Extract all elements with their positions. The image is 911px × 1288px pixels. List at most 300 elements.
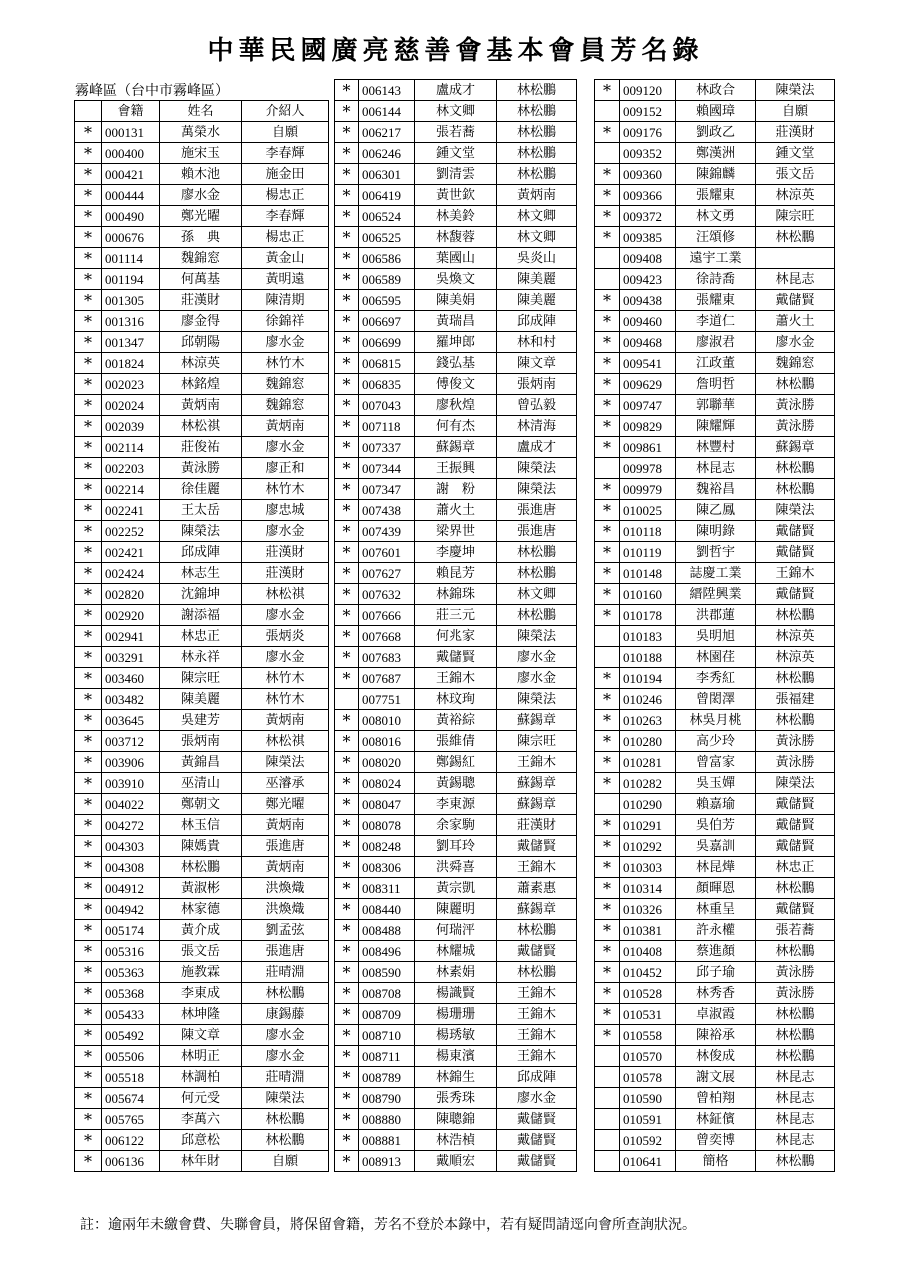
member-code: 010558: [620, 1025, 676, 1046]
member-code: 004272: [102, 815, 160, 836]
referrer-name: 林涼英: [756, 626, 835, 647]
member-name: 陳宗旺: [160, 668, 242, 689]
status-star: *: [75, 143, 102, 164]
table-row: [75, 731, 329, 752]
member-code: 002023: [102, 374, 160, 395]
member-name: 吳玉嬋: [676, 773, 756, 794]
status-star: *: [75, 1025, 102, 1046]
referrer-name: 戴儲賢: [756, 899, 835, 920]
referrer-name: 王錦木: [497, 1004, 577, 1025]
status-star: *: [335, 1025, 359, 1046]
status-star: *: [75, 983, 102, 1004]
referrer-name: 林文卿: [497, 206, 577, 227]
status-star: *: [335, 584, 359, 605]
table-row: [75, 395, 329, 416]
member-code: 009176: [620, 122, 676, 143]
member-code: 008708: [359, 983, 415, 1004]
table-row: [595, 521, 835, 542]
status-star: *: [335, 500, 359, 521]
member-code: 010303: [620, 857, 676, 878]
member-code: 002424: [102, 563, 160, 584]
table-row: [75, 332, 329, 353]
member-table-middle: [334, 79, 577, 1172]
table-row: [595, 626, 835, 647]
member-code: 005174: [102, 920, 160, 941]
table-row: [335, 584, 577, 605]
member-name: 蘇錫章: [415, 437, 497, 458]
member-name: 何有杰: [415, 416, 497, 437]
member-code: 006699: [359, 332, 415, 353]
member-name: 魏裕昌: [676, 479, 756, 500]
member-name: 梁界世: [415, 521, 497, 542]
status-star: *: [75, 668, 102, 689]
status-star: *: [595, 479, 620, 500]
status-star: *: [335, 416, 359, 437]
member-code: 000400: [102, 143, 160, 164]
status-star: *: [595, 731, 620, 752]
referrer-name: 林松鵬: [756, 668, 835, 689]
member-name: 林政合: [676, 80, 756, 101]
member-code: 010160: [620, 584, 676, 605]
table-row: [595, 311, 835, 332]
table-row: [335, 941, 577, 962]
member-name: 林錦珠: [415, 584, 497, 605]
table-row: [595, 458, 835, 479]
member-name: 陳麗明: [415, 899, 497, 920]
status-star: *: [75, 374, 102, 395]
member-code: 009861: [620, 437, 676, 458]
status-star: *: [335, 899, 359, 920]
member-code: 008709: [359, 1004, 415, 1025]
member-name: 劉哲宇: [676, 542, 756, 563]
member-table-right: [594, 79, 835, 1172]
member-name: 陳媽貴: [160, 836, 242, 857]
table-row: [335, 395, 577, 416]
table-row: [595, 1067, 835, 1088]
referrer-name: 廖水金: [242, 1025, 329, 1046]
status-star: *: [595, 899, 620, 920]
table-row: [595, 710, 835, 731]
status-star: *: [335, 962, 359, 983]
table-row: [75, 122, 329, 143]
table-row: [75, 689, 329, 710]
referrer-name: 林松鵬: [497, 143, 577, 164]
table-row: [75, 374, 329, 395]
table-row: [335, 122, 577, 143]
member-code: 001194: [102, 269, 160, 290]
table-row: [75, 1025, 329, 1046]
member-code: 000421: [102, 164, 160, 185]
member-code: 008016: [359, 731, 415, 752]
member-code: 009978: [620, 458, 676, 479]
member-name: 黃錫聰: [415, 773, 497, 794]
referrer-name: 林松鵬: [497, 605, 577, 626]
member-name: 張秀珠: [415, 1088, 497, 1109]
status-star: *: [335, 164, 359, 185]
status-star: *: [75, 899, 102, 920]
member-name: 何萬基: [160, 269, 242, 290]
member-name: 江政董: [676, 353, 756, 374]
referrer-name: 廖水金: [242, 1046, 329, 1067]
referrer-name: 莊晴淵: [242, 1067, 329, 1088]
referrer-name: 蘇錫章: [497, 794, 577, 815]
referrer-name: 施金田: [242, 164, 329, 185]
member-name: 曾閎澤: [676, 689, 756, 710]
table-row: [335, 689, 577, 710]
table-row: [595, 479, 835, 500]
table-row: [595, 773, 835, 794]
member-code: 008024: [359, 773, 415, 794]
member-code: 009423: [620, 269, 676, 290]
status-star: *: [595, 185, 620, 206]
member-code: 010118: [620, 521, 676, 542]
table-row: [595, 248, 835, 269]
status-star: *: [75, 416, 102, 437]
member-name: 陳榮法: [160, 521, 242, 542]
member-code: 006835: [359, 374, 415, 395]
status-star: *: [595, 500, 620, 521]
member-name: 陳明錄: [676, 521, 756, 542]
member-name: 王振興: [415, 458, 497, 479]
referrer-name: 王錦木: [497, 1046, 577, 1067]
referrer-name: 林昆志: [756, 1109, 835, 1130]
referrer-name: 戴儲賢: [756, 542, 835, 563]
table-row: [595, 878, 835, 899]
table-row: [595, 899, 835, 920]
table-row: [335, 269, 577, 290]
status-star: *: [75, 542, 102, 563]
table-row: [595, 1109, 835, 1130]
status-star: *: [75, 794, 102, 815]
status-star: *: [595, 374, 620, 395]
status-star: *: [595, 164, 620, 185]
member-name: 林浩楨: [415, 1130, 497, 1151]
table-row: [75, 458, 329, 479]
member-code: 010314: [620, 878, 676, 899]
table-row: [75, 416, 329, 437]
member-code: 009120: [620, 80, 676, 101]
table-row: [335, 458, 577, 479]
table-row: [75, 752, 329, 773]
referrer-name: 邱成陣: [497, 311, 577, 332]
member-name: 陳錦麟: [676, 164, 756, 185]
member-code: 008248: [359, 836, 415, 857]
status-star: *: [595, 752, 620, 773]
status-star: *: [595, 668, 620, 689]
referrer-name: 莊漢財: [242, 542, 329, 563]
member-code: 004942: [102, 899, 160, 920]
table-row: [595, 920, 835, 941]
status-star: *: [75, 878, 102, 899]
member-code: 003291: [102, 647, 160, 668]
member-name: 鄭朝文: [160, 794, 242, 815]
status-star: *: [335, 773, 359, 794]
status-star: *: [75, 710, 102, 731]
status-star: *: [595, 332, 620, 353]
member-name: 施教霖: [160, 962, 242, 983]
member-name: 錢弘基: [415, 353, 497, 374]
referrer-name: 陳宗旺: [497, 731, 577, 752]
member-code: 000444: [102, 185, 160, 206]
member-name: 陳耀輝: [676, 416, 756, 437]
member-name: 黃炳南: [160, 395, 242, 416]
status-star: *: [335, 920, 359, 941]
member-name: 黃宗凱: [415, 878, 497, 899]
status-star: *: [75, 521, 102, 542]
referrer-name: 黃明遠: [242, 269, 329, 290]
member-code: 006697: [359, 311, 415, 332]
header-name: 姓名: [160, 101, 242, 122]
table-row: [335, 1067, 577, 1088]
member-code: 004308: [102, 857, 160, 878]
referrer-name: 黃泳勝: [756, 416, 835, 437]
referrer-name: 自願: [242, 122, 329, 143]
member-code: 007666: [359, 605, 415, 626]
member-code: 010591: [620, 1109, 676, 1130]
status-star: *: [335, 437, 359, 458]
table-row: [595, 332, 835, 353]
member-name: 何元受: [160, 1088, 242, 1109]
referrer-name: 蕭素惠: [497, 878, 577, 899]
member-name: 曾奕博: [676, 1130, 756, 1151]
referrer-name: 林松鵬: [242, 1130, 329, 1151]
status-star: *: [75, 164, 102, 185]
table-row: [335, 647, 577, 668]
table-row: [75, 227, 329, 248]
member-name: 謝 粉: [415, 479, 497, 500]
referrer-name: 王錦木: [756, 563, 835, 584]
table-row: [75, 542, 329, 563]
referrer-name: 林松祺: [242, 731, 329, 752]
status-star: *: [595, 290, 620, 311]
member-code: 003712: [102, 731, 160, 752]
member-name: 廖金得: [160, 311, 242, 332]
table-row: [595, 206, 835, 227]
status-star: *: [335, 1067, 359, 1088]
referrer-name: 張炳南: [497, 374, 577, 395]
member-name: 謝文展: [676, 1067, 756, 1088]
member-code: 005316: [102, 941, 160, 962]
member-name: 巫清山: [160, 773, 242, 794]
status-star: *: [335, 458, 359, 479]
member-name: 黃裕綜: [415, 710, 497, 731]
referrer-name: 鄭光曜: [242, 794, 329, 815]
member-name: 鄭錫紅: [415, 752, 497, 773]
member-name: 孫 典: [160, 227, 242, 248]
status-star: *: [595, 1004, 620, 1025]
referrer-name: 陳文章: [497, 353, 577, 374]
member-name: 林調柏: [160, 1067, 242, 1088]
member-name: 郭聯華: [676, 395, 756, 416]
status-star: *: [595, 710, 620, 731]
table-row: [595, 941, 835, 962]
table-row: [75, 773, 329, 794]
member-code: 001824: [102, 353, 160, 374]
member-code: 006419: [359, 185, 415, 206]
table-row: [335, 1046, 577, 1067]
member-code: 010641: [620, 1151, 676, 1172]
referrer-name: 陳榮法: [756, 80, 835, 101]
table-row: [595, 752, 835, 773]
member-name: 陳乙鳳: [676, 500, 756, 521]
referrer-name: 廖忠城: [242, 500, 329, 521]
referrer-name: 黃泳勝: [756, 983, 835, 1004]
status-star: *: [75, 185, 102, 206]
status-star: *: [595, 227, 620, 248]
status-star: *: [75, 479, 102, 500]
referrer-name: 林忠正: [756, 857, 835, 878]
status-star: *: [595, 878, 620, 899]
referrer-name: 戴儲賢: [497, 1130, 577, 1151]
member-name: 賴嘉瑜: [676, 794, 756, 815]
member-name: 陳文章: [160, 1025, 242, 1046]
member-code: 001316: [102, 311, 160, 332]
member-name: 陳美麗: [160, 689, 242, 710]
status-star: *: [595, 815, 620, 836]
member-name: 徐佳麗: [160, 479, 242, 500]
status-star: *: [75, 1151, 102, 1172]
table-row: [595, 563, 835, 584]
table-row: [595, 374, 835, 395]
member-name: 林豐村: [676, 437, 756, 458]
member-name: 吳明旭: [676, 626, 756, 647]
status-star: *: [75, 311, 102, 332]
member-code: 006586: [359, 248, 415, 269]
status-star: *: [595, 416, 620, 437]
status-star: *: [75, 689, 102, 710]
member-code: 009408: [620, 248, 676, 269]
page-title: 中華民國廣亮慈善會基本會員芳名錄: [207, 36, 704, 66]
member-name: 廖秋煌: [415, 395, 497, 416]
table-row: [335, 101, 577, 122]
table-row: [75, 563, 329, 584]
member-name: 林素娟: [415, 962, 497, 983]
member-name: 林吳月桃: [676, 710, 756, 731]
region-label: 霧峰區（台中市霧峰區）: [75, 83, 229, 99]
table-row: [595, 1025, 835, 1046]
referrer-name: 林松鵬: [497, 563, 577, 584]
referrer-name: 林松鵬: [756, 1025, 835, 1046]
member-name: 吳嘉訓: [676, 836, 756, 857]
referrer-name: 莊晴淵: [242, 962, 329, 983]
member-code: 010590: [620, 1088, 676, 1109]
referrer-name: 林昆志: [756, 1088, 835, 1109]
member-code: 010592: [620, 1130, 676, 1151]
status-star: *: [595, 605, 620, 626]
referrer-name: 魏錦窓: [242, 374, 329, 395]
member-name: 施宋玉: [160, 143, 242, 164]
member-name: 傅俊文: [415, 374, 497, 395]
table-row: [595, 983, 835, 1004]
member-code: 006217: [359, 122, 415, 143]
member-code: 010282: [620, 773, 676, 794]
table-row: [335, 794, 577, 815]
status-star: *: [75, 1088, 102, 1109]
member-name: 汪頌修: [676, 227, 756, 248]
member-name: 李道仁: [676, 311, 756, 332]
member-code: 005492: [102, 1025, 160, 1046]
table-row: [335, 311, 577, 332]
status-star: *: [595, 584, 620, 605]
status-star: *: [75, 1130, 102, 1151]
table-row: [335, 983, 577, 1004]
member-name: 劉耳玲: [415, 836, 497, 857]
member-code: 008311: [359, 878, 415, 899]
member-name: 王太岳: [160, 500, 242, 521]
member-name: 賴木池: [160, 164, 242, 185]
member-code: 009360: [620, 164, 676, 185]
member-name: 曾富家: [676, 752, 756, 773]
referrer-name: 林松鵬: [756, 1004, 835, 1025]
table-row: [595, 416, 835, 437]
referrer-name: 張進唐: [497, 521, 577, 542]
table-row: [75, 1004, 329, 1025]
table-row: [335, 479, 577, 500]
referrer-name: 林松祺: [242, 584, 329, 605]
member-name: 鄭光曜: [160, 206, 242, 227]
status-star: [595, 1151, 620, 1172]
member-name: 李慶坤: [415, 542, 497, 563]
member-name: 廖水金: [160, 185, 242, 206]
status-star: *: [595, 920, 620, 941]
referrer-name: 徐錦祥: [242, 311, 329, 332]
member-name: 吳煥文: [415, 269, 497, 290]
status-star: *: [335, 185, 359, 206]
table-row: [75, 962, 329, 983]
table-row: [75, 311, 329, 332]
status-star: [595, 626, 620, 647]
table-row: [75, 605, 329, 626]
member-code: 002252: [102, 521, 160, 542]
status-star: *: [335, 794, 359, 815]
table-row: [75, 920, 329, 941]
referrer-name: 張進唐: [497, 500, 577, 521]
member-name: 林忠正: [160, 626, 242, 647]
table-row: [75, 521, 329, 542]
status-star: [595, 1088, 620, 1109]
table-row: [335, 1109, 577, 1130]
status-star: *: [335, 227, 359, 248]
member-code: 009747: [620, 395, 676, 416]
member-code: 006136: [102, 1151, 160, 1172]
referrer-name: 洪煥熾: [242, 899, 329, 920]
status-star: [595, 647, 620, 668]
table-row: [75, 353, 329, 374]
status-star: *: [335, 1130, 359, 1151]
referrer-name: 陳榮法: [497, 479, 577, 500]
member-code: 006122: [102, 1130, 160, 1151]
member-code: 002214: [102, 479, 160, 500]
member-name: 誌慶工業: [676, 563, 756, 584]
table-row: [335, 1151, 577, 1172]
table-row: [335, 416, 577, 437]
member-name: 林松鵬: [160, 857, 242, 878]
status-star: [595, 1130, 620, 1151]
table-row: [335, 80, 577, 101]
member-name: 鄭漢洲: [676, 143, 756, 164]
table-row: [335, 185, 577, 206]
table-row: [335, 899, 577, 920]
referrer-name: 黃金山: [242, 248, 329, 269]
member-code: 008711: [359, 1046, 415, 1067]
member-name: 黃錦昌: [160, 752, 242, 773]
member-code: 010452: [620, 962, 676, 983]
status-star: *: [75, 605, 102, 626]
member-code: 002039: [102, 416, 160, 437]
member-code: 009372: [620, 206, 676, 227]
referrer-name: 陳榮法: [497, 626, 577, 647]
member-name: 林志生: [160, 563, 242, 584]
